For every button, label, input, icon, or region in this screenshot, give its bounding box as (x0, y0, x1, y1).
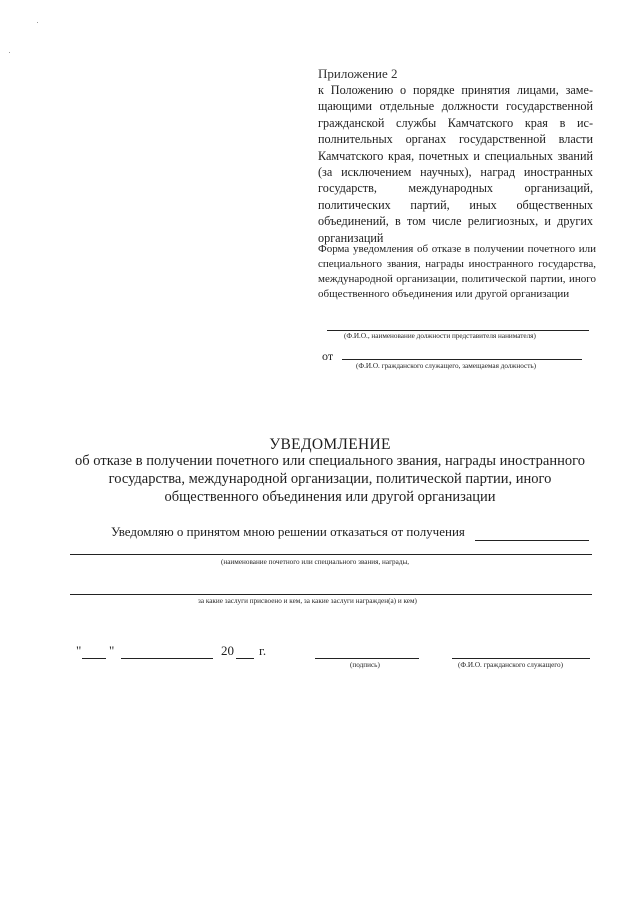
date-quote-close: " (109, 643, 115, 658)
addressee-to-caption: (Ф.И.О., наименование должности представителя нанимателя) (344, 332, 536, 340)
award-title-caption: (наименование почетного или специального звания, награды, (221, 558, 410, 566)
date-year-line (236, 658, 254, 659)
award-merits-line (70, 594, 592, 595)
signature-line (315, 658, 419, 659)
form-note: Форма уведомления об отказе в получении почетного или специального звания, награды иностранного государства, международной организации, политической партии, иного общественного объединения или другой организации (318, 243, 596, 300)
employee-name-line (452, 658, 590, 659)
addressee-from-caption: (Ф.И.О. гражданского служащего, замещаемая должность) (356, 362, 537, 370)
date-year-prefix: 20 (221, 643, 234, 658)
document-subtitle: об отказе в получении почетного или специального звания, награды иностранного государства, международной организации, политической партии, иного общественного объединения или другой организации (75, 453, 585, 505)
award-title-line (70, 554, 592, 555)
award-line-short (475, 540, 589, 541)
date-day-line (82, 658, 106, 659)
date-year-suffix: г. (259, 643, 267, 658)
addressee-from-line (342, 359, 582, 360)
annex-title: Приложение 2 (318, 66, 398, 81)
scan-speck (9, 52, 10, 53)
date-month-line (121, 658, 213, 659)
award-merits-caption: за какие заслуги присвоено и кем, за какие заслуги награжден(а) и кем) (198, 597, 417, 605)
notify-text: Уведомляю о принятом мною решении отказаться от получения (111, 524, 465, 539)
document-title: УВЕДОМЛЕНИЕ (269, 436, 391, 453)
scan-speck (37, 22, 38, 23)
date-quote-open: " (76, 643, 82, 658)
addressee-to-line (327, 330, 589, 331)
signature-caption: (подпись) (350, 661, 380, 669)
from-word: от (322, 349, 334, 363)
annex-body: к Положению о порядке принятия лицами, замещающими отдельные должности государственной гражданской службы Камчатского края в исполнительных органах государственной власти Камчатского края, почетных и специальных званий (за исключением научных), наград иностранных государств, международных организаций, политических партий, иных общественных объединений, в том числе религиозных, и других организаций (318, 83, 593, 245)
employee-name-caption: (Ф.И.О. гражданского служащего) (458, 661, 564, 669)
